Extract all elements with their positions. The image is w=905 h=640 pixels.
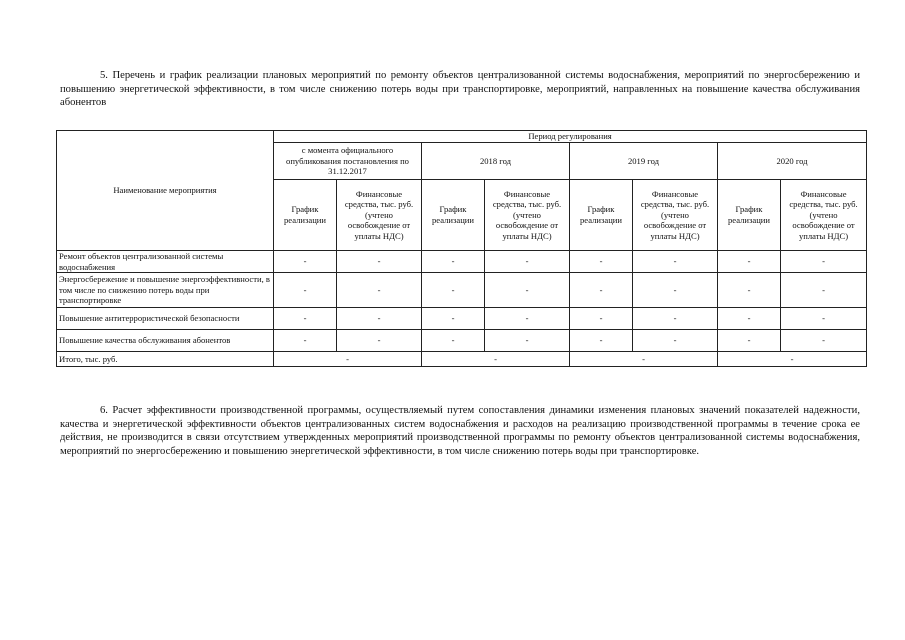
sub-finance-2018: Финансовые средства, тыс. руб. (учтено освобождение от уплаты НДС) bbox=[485, 180, 570, 251]
header-name-cell: Наименование мероприятия bbox=[57, 131, 274, 251]
total-cell: - bbox=[718, 352, 867, 367]
sub-finance-2020: Финансовые средства, тыс. руб. (учтено освобождение от уплаты НДС) bbox=[781, 180, 867, 251]
row-cell: - bbox=[485, 251, 570, 273]
table-row bbox=[57, 273, 867, 308]
sub-finance-2019: Финансовые средства, тыс. руб. (учтено освобождение от уплаты НДС) bbox=[633, 180, 718, 251]
header-period-2020: 2020 год bbox=[718, 143, 867, 180]
row-cell: - bbox=[337, 251, 422, 273]
row-cell: - bbox=[718, 308, 781, 330]
row-name: Ремонт объектов централизованной системы водоснабжения bbox=[57, 251, 274, 273]
row-cell: - bbox=[422, 251, 485, 273]
row-cell: - bbox=[274, 251, 337, 273]
row-cell: - bbox=[633, 330, 718, 352]
row-cell: - bbox=[718, 251, 781, 273]
row-cell: - bbox=[781, 308, 867, 330]
row-name: Энергосбережение и повышение энергоэффективности, в том числе по снижению потерь воды при транспортировке bbox=[57, 273, 274, 308]
row-name: Повышение антитеррористической безопасности bbox=[57, 308, 274, 330]
header-period-cell: Период регулирования bbox=[274, 131, 867, 143]
total-row bbox=[57, 352, 867, 367]
activities-schedule-table bbox=[56, 130, 867, 367]
row-cell: - bbox=[781, 330, 867, 352]
row-cell: - bbox=[485, 308, 570, 330]
row-name: Повышение качества обслуживания абонентов bbox=[57, 330, 274, 352]
table-row bbox=[57, 330, 867, 352]
row-cell: - bbox=[337, 308, 422, 330]
table-row bbox=[57, 308, 867, 330]
sub-schedule-2017: График реализации bbox=[274, 180, 337, 251]
row-cell: - bbox=[274, 330, 337, 352]
section-6-paragraph: 6. Расчет эффективности производственной программы, осуществляемый путем сопоставления динамики изменения плановых значений показателей надежности, качества и энергетической эффективности объектов централизованных систем водоснабжения и расходов на реализацию производственной программы в течение срока ее действия, не производится в связи отсутствием утвержденных мероприятий производственной программы по ремонту объектов централизованной системы водоснабжения, мероприятий по энергосбережению и повышению энергетической эффективности, в том числе снижению потерь воды при транспортировке. bbox=[60, 405, 860, 457]
row-cell: - bbox=[570, 308, 633, 330]
row-cell: - bbox=[274, 273, 337, 308]
row-cell: - bbox=[570, 273, 633, 308]
row-cell: - bbox=[570, 330, 633, 352]
row-cell: - bbox=[633, 308, 718, 330]
total-cell: - bbox=[274, 352, 422, 367]
row-cell: - bbox=[718, 273, 781, 308]
row-cell: - bbox=[422, 273, 485, 308]
row-cell: - bbox=[781, 251, 867, 273]
section-5-heading: 5. Перечень и график реализации плановых мероприятий по ремонту объектов централизованной системы водоснабжения, мероприятий по энергосбережению и повышению энергетической эффективности, в том числе снижению потерь воды при транспортировке, мероприятий, направленных на повышение качества обслуживания абонентов bbox=[60, 70, 860, 108]
row-cell: - bbox=[633, 251, 718, 273]
row-cell: - bbox=[274, 308, 337, 330]
row-cell: - bbox=[422, 330, 485, 352]
row-cell: - bbox=[570, 251, 633, 273]
table-row bbox=[57, 251, 867, 273]
header-period-2019: 2019 год bbox=[570, 143, 718, 180]
row-cell: - bbox=[633, 273, 718, 308]
total-cell: - bbox=[422, 352, 570, 367]
sub-schedule-2018: График реализации bbox=[422, 180, 485, 251]
header-period-2017: с момента официального опубликования постановления по 31.12.2017 bbox=[274, 143, 422, 180]
header-period-2018: 2018 год bbox=[422, 143, 570, 180]
total-cell: - bbox=[570, 352, 718, 367]
row-cell: - bbox=[485, 330, 570, 352]
row-cell: - bbox=[337, 330, 422, 352]
sub-schedule-2020: График реализации bbox=[718, 180, 781, 251]
row-cell: - bbox=[422, 308, 485, 330]
row-cell: - bbox=[485, 273, 570, 308]
row-cell: - bbox=[337, 273, 422, 308]
row-cell: - bbox=[718, 330, 781, 352]
header-row-1 bbox=[57, 131, 867, 143]
total-label: Итого, тыс. руб. bbox=[57, 352, 274, 367]
sub-finance-2017: Финансовые средства, тыс. руб. (учтено освобождение от уплаты НДС) bbox=[337, 180, 422, 251]
sub-schedule-2019: График реализации bbox=[570, 180, 633, 251]
row-cell: - bbox=[781, 273, 867, 308]
